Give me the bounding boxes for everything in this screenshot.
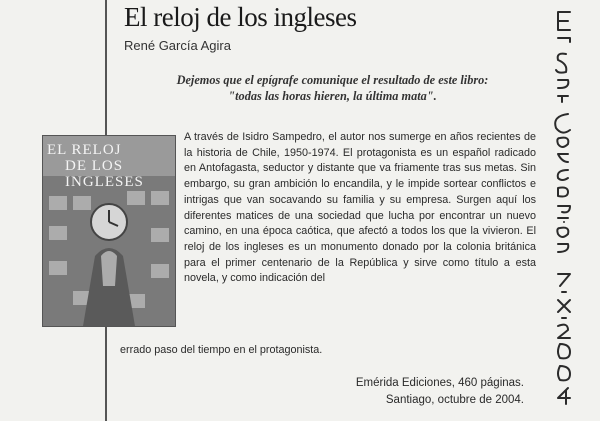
article-title: El reloj de los ingleses	[124, 2, 357, 32]
publisher-line: Emérida Ediciones, 460 páginas.	[355, 377, 524, 389]
epigraph	[130, 72, 535, 104]
review-body-tail: errado paso del tiempo en el protagonista.	[120, 344, 323, 356]
place-date-line: Santiago, octubre de 2004.	[385, 394, 524, 406]
cover-title-line-1: EL RELOJ	[47, 142, 122, 158]
cover-title	[47, 142, 171, 190]
epigraph-line-2: "todas las horas hieren, la última mata".	[228, 89, 437, 103]
article-column	[47, 0, 542, 421]
epigraph-line-1: Dejemos que el epígrafe comunique el resultado de este libro:	[176, 73, 489, 87]
publication-info	[356, 375, 524, 409]
handwritten-source-note	[548, 4, 598, 414]
cover-title-line-2: DE LOS INGLESES	[65, 158, 144, 190]
handwritten-note-image	[548, 4, 598, 414]
article-author: René García Agira	[124, 38, 231, 53]
book-cover-image	[42, 135, 176, 327]
review-body: A través de Isidro Sampedro, el autor nos sumerge en años recientes de la historia de Chile, 1950-1974. El protagonista es un español radicado en Antofagasta, seductor y distante que va friamente tras sus metas. Sin embargo, su gran ambición lo encandila, y le impide sortear conflictos e intrigas que van socavando su familia y su empresa. Surgen aquí los diferentes matices de una sociedad que lucha por encontrar un nuevo camino, en una época caótica, que afectó a todos los que la vivieron. El reloj de los ingleses es un monumento donado por la colonia británica para el primer centenario de la República y sirve como título a esta novela, y como indicación del	[184, 131, 536, 285]
